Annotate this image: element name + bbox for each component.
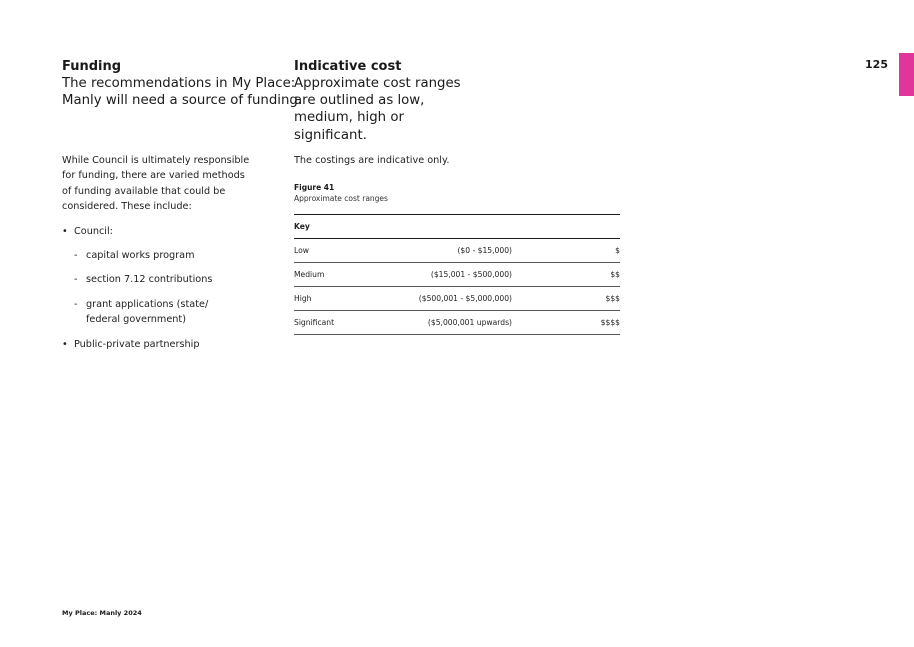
dash-icon: - (74, 298, 78, 310)
cost-range: ($0 - $15,000) (404, 239, 512, 263)
cost-symbol: $ (512, 239, 620, 263)
cost-symbol: $$$ (512, 287, 620, 311)
table-row (294, 287, 620, 311)
list-item (62, 337, 252, 352)
cost-table (294, 214, 620, 335)
sub-list-item-label: section 7.12 contributions (86, 274, 213, 286)
cost-level: Significant (294, 311, 404, 335)
section-tab-marker (899, 53, 914, 96)
table-row (294, 263, 620, 287)
funding-body-text: While Council is ultimately responsible for funding, there are varied methods of funding available that could be considered. These include: (62, 155, 250, 213)
table-row (294, 239, 620, 263)
cost-symbol: $$ (512, 263, 620, 287)
sub-list (74, 248, 252, 328)
indicative-cost-column-header (294, 58, 624, 144)
list-item (62, 224, 252, 328)
sub-list-item (74, 248, 252, 263)
dash-icon: - (74, 250, 78, 262)
cost-range: ($5,000,001 upwards) (404, 311, 512, 335)
funding-column-header (62, 58, 303, 109)
cost-level: Low (294, 239, 404, 263)
table-header-key: Key (294, 215, 620, 239)
figure-caption: Approximate cost ranges (294, 194, 388, 204)
funding-intro-line: Manly will need a source of funding. (62, 93, 303, 109)
list-item-label: Public-private partnership (74, 338, 200, 350)
figure-label: Figure 41 (294, 183, 335, 193)
dash-icon: - (74, 274, 78, 286)
bullet-icon: • (62, 225, 68, 237)
indicative-cost-intro: Approximate cost ranges are outlined as low, medium, high or significant. (294, 76, 461, 143)
cost-level: Medium (294, 263, 404, 287)
sub-list-item (74, 272, 252, 287)
page-footer: My Place: Manly 2024 (62, 609, 142, 617)
indicative-cost-body (294, 153, 624, 335)
cost-range: ($15,001 - $500,000) (404, 263, 512, 287)
table-row (294, 311, 620, 335)
funding-list (62, 224, 252, 352)
indicative-cost-body-text: The costings are indicative only. (294, 155, 450, 166)
cost-level: High (294, 287, 404, 311)
funding-body (62, 153, 252, 352)
indicative-cost-heading: Indicative cost (294, 59, 402, 74)
funding-intro (62, 75, 303, 109)
page-number: 125 (865, 58, 888, 71)
funding-heading: Funding (62, 59, 122, 74)
funding-intro-line: The recommendations in My Place: (62, 76, 296, 91)
sub-list-item (74, 297, 234, 328)
cost-symbol: $$$$ (512, 311, 620, 335)
bullet-icon: • (62, 338, 68, 350)
sub-list-item-label: grant applications (state/ federal government) (86, 298, 209, 326)
cost-range: ($500,001 - $5,000,000) (404, 287, 512, 311)
sub-list-item-label: capital works program (86, 250, 195, 262)
table-header-row (294, 215, 620, 239)
list-item-label: Council: (74, 225, 113, 237)
